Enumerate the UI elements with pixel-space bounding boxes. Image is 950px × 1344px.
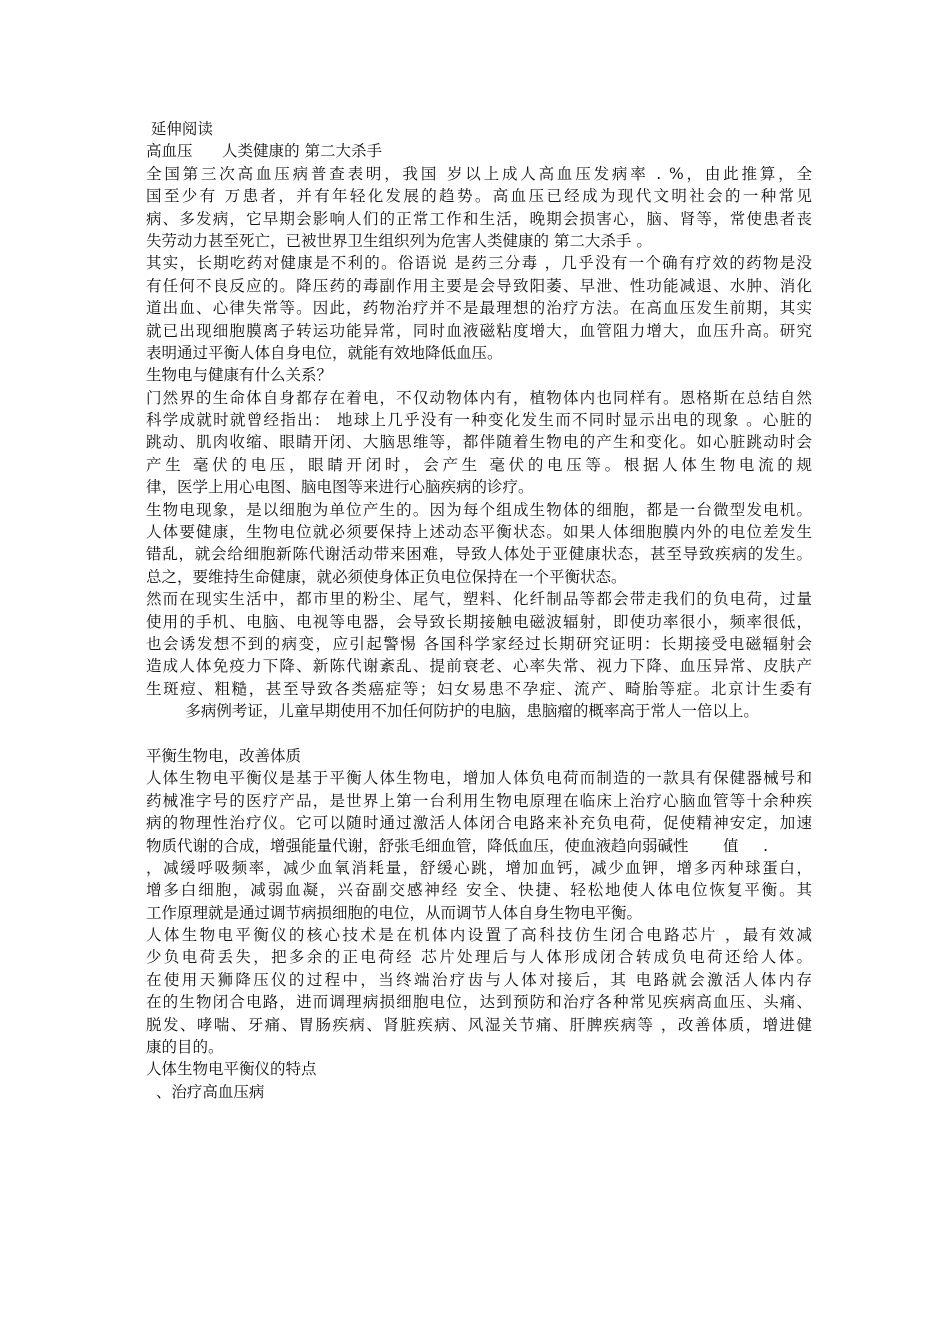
text-line: 人体生物电平衡仪是基于平衡人体生物电，增加人体负电荷而制造的一款具有保健器械号和 <box>146 769 812 788</box>
text-line: 就已出现细胞膜离子转运功能异常，同时血液磁粘度增大，血管阻力增大，血压升高。研究 <box>146 321 812 340</box>
text-line: ，减缓呼吸频率，减少血氧消耗量，舒缓心跳，增加血钙，减少血钾，增多丙种球蛋白， <box>146 858 812 877</box>
text-line: 脱发、哮喘、牙痛、胃肠疾病、肾脏疾病、风湿关节痛、肝脾疾病等 ，改善体质，增进健 <box>146 1015 812 1034</box>
text-line: 生斑痘、粗糙，甚至导致各类癌症等；妇女易患不孕症、流产、畸胎等症。北京计生委有 <box>146 679 812 698</box>
text-line: 科学成就时就曾经指出： 地球上几乎没有一种变化发生而不同时显示出电的现象 。心脏的 <box>146 411 812 430</box>
text-line: 人体生物电平衡仪的核心技术是在机体内设置了高科技仿生闭合电路芯片 ，最有效减 <box>146 926 812 945</box>
text-line: 门然界的生命体自身都存在着电，不仅动物体内有，植物体内也同样有。恩格斯在总结自然 <box>146 388 812 407</box>
text-line: 物质代谢的合成，增强能量代谢，舒张毛细血管，降低血压，使血液趋向弱碱性 值 . <box>146 836 769 855</box>
text-line: 少负电荷丢失，把多余的正电荷经 芯片处理后与人体形成闭合转成负电荷还给人体。 <box>146 948 812 967</box>
text-line: 全国第三次高血压病普查表明，我国 岁以上成人高血压发病率 . %，由此推算，全 <box>146 164 812 183</box>
text-line: 生物电与健康有什么关系？ <box>146 366 333 385</box>
text-line: 产生 毫伏的电压，眼睛开闭时，会产生 毫伏的电压等。根据人体生物电流的规 <box>146 455 812 474</box>
text-line: 病、多发病，它早期会影响人们的正常工作和生活，晚期会损害心，脑、肾等，常使患者丧 <box>146 209 812 228</box>
document-body <box>146 118 812 1103</box>
text-line: 人体生物电平衡仪的特点 <box>146 1060 317 1079</box>
text-line: 在使用天狮降压仪的过程中，当终端治疗齿与人体对接后，其 电路就会激活人体内存 <box>146 970 812 989</box>
text-line: 、治疗高血压病 <box>146 1082 265 1101</box>
text-line: 人体要健康，生物电位就必须要保持上述动态平衡状态。如果人体细胞膜内外的电位差发生 <box>146 523 812 542</box>
text-line: 有任何不良反应的。降压药的毒副作用主要是会导致阳萎、早泄、性功能减退、水肿、消化 <box>146 276 812 295</box>
text-line: 多病例考证，儿童早期使用不加任何防护的电脑，患脑瘤的概率高于常人一倍以上。 <box>146 702 759 721</box>
text-line: 表明通过平衡人体自身电位，就能有效地降低血压。 <box>146 343 503 362</box>
text-line: 平衡生物电，改善体质 <box>146 746 302 765</box>
text-line: 道出血、心律失常等。因此，药物治疗并不是最理想的治疗方法。在高血压发生前期，其实 <box>146 299 812 318</box>
text-line: 工作原理就是通过调节病损细胞的电位，从而调节人体自身生物电平衡。 <box>146 903 643 922</box>
text-line: 康的目的。 <box>146 1038 224 1057</box>
text-line: 高血压 人类健康的 第二大杀手 <box>146 142 382 161</box>
text-line: 药械准字号的医疗产品，是世界上第一台利用生物电原理在临床上治疗心脑血管等十余种疾 <box>146 791 812 810</box>
text-line: 也会诱发想不到的病变，应引起警惕 各国科学家经过长期研究证明：长期接受电磁辐射会 <box>146 634 812 653</box>
text-line: 造成人体免疫力下降、新陈代谢紊乱、提前衰老、心率失常、视力下降、血压异常、皮肤产 <box>146 657 812 676</box>
text-line: 跳动、肌肉收缩、眼睛开闭、大脑思维等，都伴随着生物电的产生和变化。如心脏跳动时会 <box>146 433 812 452</box>
text-line: 在的生物闭合电路，进而调理病损细胞电位，达到预防和治疗各种常见疾病高血压、头痛、 <box>146 993 812 1012</box>
text-line: 失劳动力甚至死亡，已被世界卫生组织列为危害人类健康的 第二大杀手 。 <box>146 231 652 250</box>
blank-line <box>146 723 812 745</box>
text-line: 其实，长期吃药对健康是不利的。俗语说 是药三分毒 ，几乎没有一个确有疗效的药物是没 <box>146 254 812 273</box>
text-line: 病的物理性治疗仪。它可以随时通过激活人体闭合电路来补充负电荷，促使精神安定，加速 <box>146 814 812 833</box>
text-line: 使用的手机、电脑、电视等电器，会导致长期接触电磁波辐射，即使功率很小，频率很低， <box>146 612 812 631</box>
text-line: 增多白细胞，减弱血凝，兴奋副交感神经 安全、快捷、轻松地使人体电位恢复平衡。其 <box>146 881 812 900</box>
text-line: 然而在现实生活中，都市里的粉尘、尾气，塑料、化纤制品等都会带走我们的负电荷，过量 <box>146 590 812 609</box>
text-line: 总之，要维持生命健康，就必须使身体正负电位保持在一个平衡状态。 <box>146 567 627 586</box>
text-line: 律，医学上用心电图、脑电图等来进行心脑疾病的诊疗。 <box>146 478 534 497</box>
text-line: 国至少有 万患者，并有年轻化发展的趋势。高血压已经成为现代文明社会的一种常见 <box>146 187 812 206</box>
text-line: 延伸阅读 <box>146 120 213 138</box>
text-line: 生物电现象，是以细胞为单位产生的。因为每个组成生物体的细胞，都是一台微型发电机。 <box>146 500 812 519</box>
text-line: 错乱，就会给细胞新陈代谢活动带来困难，导致人体处于亚健康状态，甚至导致疾病的发生。 <box>146 545 812 564</box>
